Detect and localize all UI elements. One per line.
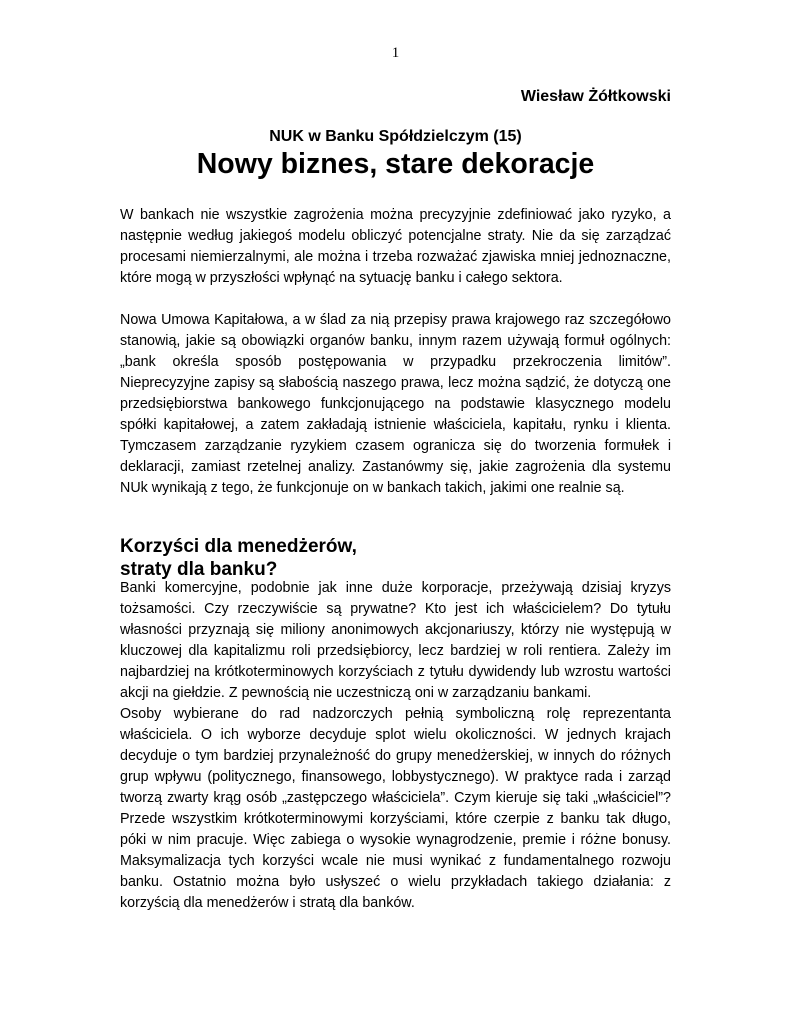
- section-heading-line-1: Korzyści dla menedżerów,: [120, 536, 357, 557]
- paragraph-capital-accord: Nowa Umowa Kapitałowa, a w ślad za nią przepisy prawa krajowego raz szczegółowo stanowią, jakie są obowiązki organów banku, innym razem używają formuł ogólnych: „bank określa sposób postępowania w przypadku przekroczenia limitów”. Nieprecyzyjne zapisy są słabością naszego prawa, lecz można sądzić, że dotyczą one przedsiębiorstwa bankowego funkcjonującego na podstawie klasycznego modelu spółki kapitałowej, a zatem zakładają istnienie właściciela, kapitału, rynku i klienta. Tymczasem zarządzanie ryzykiem czasem ogranicza się do tworzenia formułek i deklaracji, zamiast rzetelnej analizy. Zastanówmy się, jakie zagrożenia dla systemu NUk wynikają z tego, że funkcjonuje on w bankach takich, jakimi one realnie są.: [120, 312, 671, 496]
- paragraph-commercial-banks: Banki komercyjne, podobnie jak inne duże korporacje, przeżywają dzisiaj kryzys tożsamości. Czy rzeczywiście są prywatne? Kto jest ich właścicielem? Do tytułu własności przyznają się miliony anonimowych akcjonariuszy, którzy nie występują w kluczowej dla kapitalizmu roli przedsiębiorcy, lecz bardziej w roli rentiera. Zależy im najbardziej na krótkoterminowych korzyściach z tytułu dywidendy lub wzrostu wartości akcji na giełdzie. Z pewnością nie uczestniczą oni w zarządzaniu bankami.: [120, 580, 671, 701]
- paragraph-supervisory-boards: Osoby wybierane do rad nadzorczych pełnią symboliczną rolę reprezentanta właściciela. O ich wyborze decyduje splot wielu okoliczności. W jednych krajach decyduje o tym bardziej przynależność do grupy menedżerskiej, w innych do różnych grup wpływu (politycznego, finansowego, lobbystycznego). W praktyce rada i zarząd tworzą zwarty krąg osób „zastępczego właściciela”. Czym kieruje się taki „właściciel”? Przede wszystkim krótkoterminowymi korzyściami, które czerpie z banku tak długo, póki w nim pracuje. Więc zabiega o wysokie wynagrodzenie, premie i różne bonusy. Maksymalizacja tych korzyści wcale nie musi wynikać z fundamentalnego rozwoju banku. Ostatnio można było usłyszeć o wielu przykładach takiego działania: z korzyścią dla menedżerów i stratą dla banków.: [120, 706, 671, 911]
- series-title: NUK w Banku Spółdzielczym (15): [269, 128, 522, 145]
- paragraph-intro: W bankach nie wszystkie zagrożenia można precyzyjnie zdefiniować jako ryzyko, a następnie według jakiegoś modelu obliczyć potencjalne straty. Nie da się zarządzać procesami niemierzalnymi, ale można i trzeba rozważać zjawiska mniej jednoznaczne, które mogą w przyszłości wpłynąć na sytuację banku i całego sektora.: [120, 207, 671, 286]
- page-number: 1: [391, 45, 400, 61]
- section-heading-line-2: straty dla banku?: [120, 559, 278, 580]
- author-name: Wiesław Żółtkowski: [520, 88, 671, 105]
- article-title: Nowy biznes, stare dekoracje: [196, 148, 595, 180]
- section-heading: [120, 535, 671, 581]
